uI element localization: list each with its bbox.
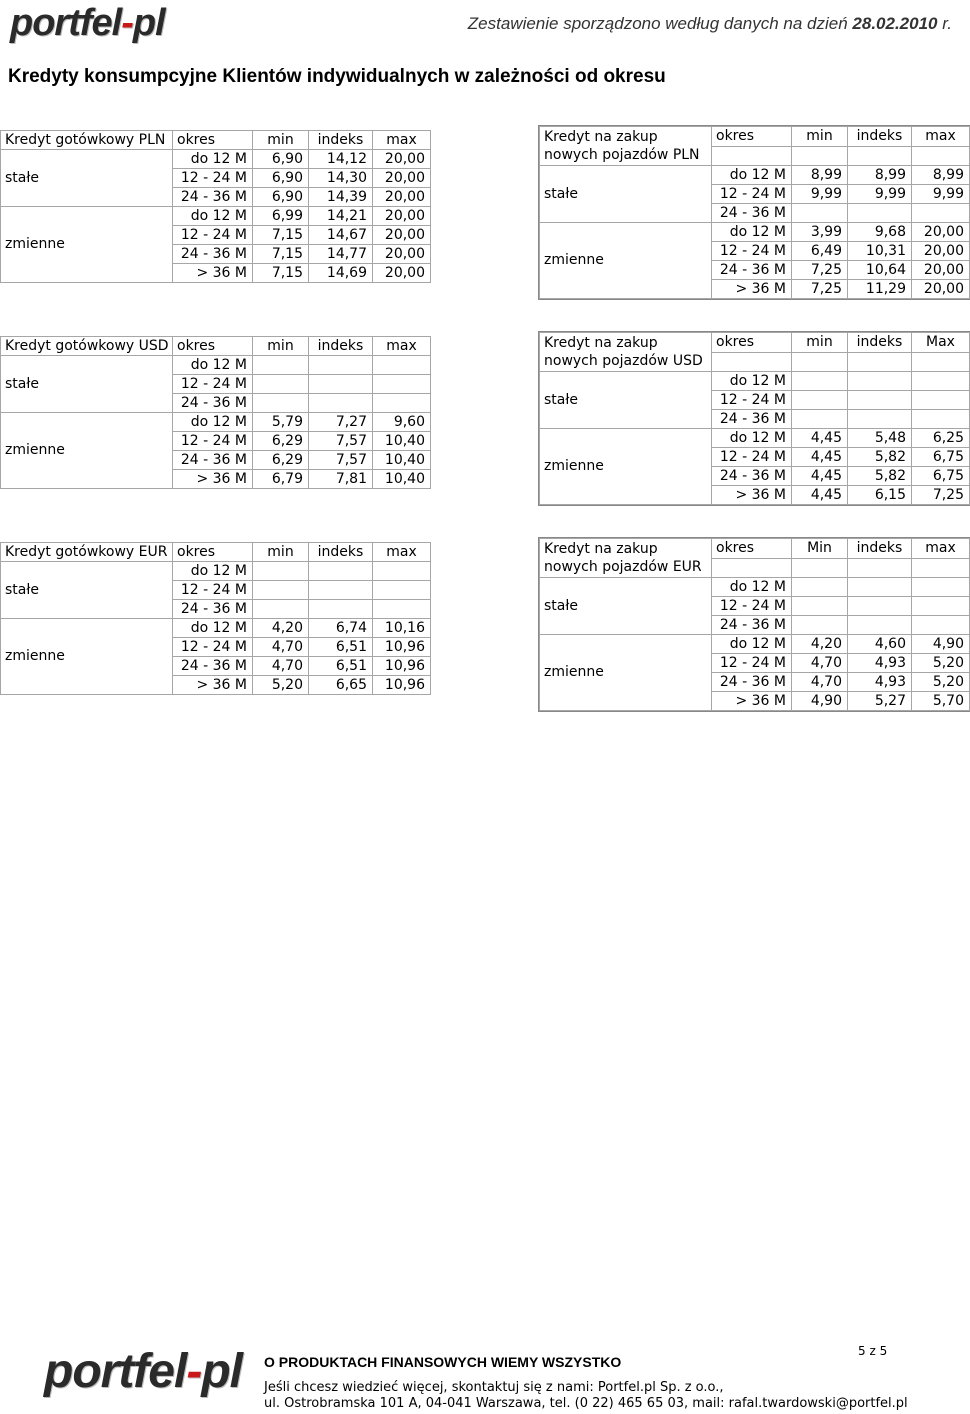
rate-cell: 20,00 <box>912 223 970 242</box>
column-header: max <box>373 131 431 150</box>
pln-cash-table <box>0 130 431 283</box>
rate-cell: 10,16 <box>373 619 431 638</box>
group-fixed-label: stałe <box>540 578 712 635</box>
period-cell: > 36 M <box>173 676 253 695</box>
table-row <box>540 223 970 242</box>
blank-cell <box>712 558 792 578</box>
rate-cell <box>253 562 309 581</box>
rate-cell: 6,90 <box>253 169 309 188</box>
period-cell: do 12 M <box>712 166 792 185</box>
blank-cell <box>712 352 792 372</box>
rate-cell <box>309 600 373 619</box>
group-variable-label: zmienne <box>1 207 173 283</box>
rate-cell: 20,00 <box>373 264 431 283</box>
rate-cell: 5,27 <box>848 692 912 711</box>
rate-cell <box>373 375 431 394</box>
table-title-line: nowych pojazdów USD <box>544 353 703 369</box>
rate-cell: 7,57 <box>309 451 373 470</box>
rate-cell <box>309 581 373 600</box>
rate-cell: 7,15 <box>253 226 309 245</box>
rate-cell: 6,49 <box>792 242 848 261</box>
rate-cell: 5,20 <box>253 676 309 695</box>
rate-cell: 9,99 <box>792 185 848 204</box>
blank-cell <box>848 352 912 372</box>
rate-cell <box>792 372 848 391</box>
period-cell: do 12 M <box>712 372 792 391</box>
period-cell: 12 - 24 M <box>712 654 792 673</box>
period-cell: 12 - 24 M <box>173 638 253 657</box>
period-cell: do 12 M <box>173 619 253 638</box>
period-cell: do 12 M <box>173 207 253 226</box>
period-cell: do 12 M <box>712 429 792 448</box>
rate-cell: 11,29 <box>848 280 912 299</box>
rate-cell <box>792 597 848 616</box>
rate-cell: 6,99 <box>253 207 309 226</box>
portfel-logo-footer: portfel-pl <box>44 1345 242 1398</box>
rate-cell: 4,45 <box>792 486 848 505</box>
table-row <box>540 635 970 654</box>
period-cell: 24 - 36 M <box>712 673 792 692</box>
rate-cell: 4,20 <box>792 635 848 654</box>
rate-cell: 20,00 <box>373 169 431 188</box>
column-header: Min <box>792 539 848 559</box>
table-row <box>540 429 970 448</box>
period-cell: > 36 M <box>173 264 253 283</box>
rate-cell: 20,00 <box>912 280 970 299</box>
table-row <box>1 150 431 169</box>
rate-cell: 4,70 <box>253 657 309 676</box>
period-cell: 12 - 24 M <box>173 169 253 188</box>
rate-cell <box>373 394 431 413</box>
rate-cell: 14,12 <box>309 150 373 169</box>
column-header: max <box>912 539 970 559</box>
blank-cell <box>848 146 912 166</box>
column-header: Max <box>912 333 970 353</box>
rate-cell: 4,60 <box>848 635 912 654</box>
rate-cell <box>253 394 309 413</box>
rate-cell: 5,48 <box>848 429 912 448</box>
usd-car-table <box>539 332 970 505</box>
group-variable-label: zmienne <box>1 413 173 489</box>
rate-cell: 20,00 <box>373 207 431 226</box>
column-header: okres <box>712 127 792 147</box>
column-header: indeks <box>309 543 373 562</box>
blank-cell <box>848 558 912 578</box>
period-cell: 24 - 36 M <box>173 657 253 676</box>
period-cell: 24 - 36 M <box>712 204 792 223</box>
period-cell: > 36 M <box>712 692 792 711</box>
rate-cell <box>848 616 912 635</box>
rate-cell: 3,99 <box>792 223 848 242</box>
blank-cell <box>792 558 848 578</box>
rate-cell: 6,75 <box>912 467 970 486</box>
rate-cell: 7,81 <box>309 470 373 489</box>
rate-cell: 14,21 <box>309 207 373 226</box>
rate-cell <box>309 394 373 413</box>
period-cell: 12 - 24 M <box>712 185 792 204</box>
eur-car-table <box>539 538 970 711</box>
table-row <box>540 166 970 185</box>
group-fixed-label: stałe <box>1 562 173 619</box>
rate-cell <box>912 204 970 223</box>
rate-cell: 4,90 <box>912 635 970 654</box>
period-cell: 12 - 24 M <box>712 448 792 467</box>
rate-cell <box>912 372 970 391</box>
period-cell: > 36 M <box>712 486 792 505</box>
period-cell: 24 - 36 M <box>173 394 253 413</box>
rate-cell: 7,15 <box>253 264 309 283</box>
period-cell: 12 - 24 M <box>173 226 253 245</box>
rate-cell: 8,99 <box>792 166 848 185</box>
rate-cell <box>792 391 848 410</box>
period-cell: 24 - 36 M <box>173 600 253 619</box>
rate-cell: 4,70 <box>792 654 848 673</box>
rate-cell: 4,70 <box>253 638 309 657</box>
period-cell: 12 - 24 M <box>712 391 792 410</box>
rate-cell <box>253 356 309 375</box>
period-cell: 24 - 36 M <box>712 261 792 280</box>
period-cell: 24 - 36 M <box>173 451 253 470</box>
rate-cell: 7,25 <box>792 280 848 299</box>
rate-cell <box>912 578 970 597</box>
column-header: indeks <box>309 131 373 150</box>
rate-cell: 20,00 <box>373 226 431 245</box>
period-cell: 12 - 24 M <box>712 242 792 261</box>
rate-cell: 14,77 <box>309 245 373 264</box>
table-row <box>540 578 970 597</box>
rate-cell: 14,69 <box>309 264 373 283</box>
rate-cell: 10,64 <box>848 261 912 280</box>
rate-cell: 10,96 <box>373 657 431 676</box>
group-variable-label: zmienne <box>540 429 712 505</box>
rate-cell: 5,70 <box>912 692 970 711</box>
rate-cell <box>848 391 912 410</box>
footer-address-line: ul. Ostrobramska 101 A, 04-041 Warszawa, tel. (0 22) 465 65 03, mail: rafal.twardowski@portfel.pl <box>264 1396 908 1411</box>
rate-cell: 4,45 <box>792 429 848 448</box>
column-header: okres <box>712 333 792 353</box>
rate-cell: 14,67 <box>309 226 373 245</box>
rate-cell: 5,20 <box>912 654 970 673</box>
column-header: indeks <box>309 337 373 356</box>
period-cell: do 12 M <box>173 356 253 375</box>
rate-cell: 6,75 <box>912 448 970 467</box>
group-variable-label: zmienne <box>1 619 173 695</box>
rate-cell <box>253 581 309 600</box>
footer-heading: O PRODUKTACH FINANSOWYCH WIEMY WSZYSTKO <box>264 1354 622 1370</box>
rate-cell <box>373 581 431 600</box>
table-title-line: Kredyt na zakup <box>544 129 658 145</box>
table-title: Kredyt gotówkowy PLN <box>1 131 173 150</box>
rate-cell: 6,15 <box>848 486 912 505</box>
report-date: 28.02.2010 <box>852 14 938 33</box>
rate-cell: 5,79 <box>253 413 309 432</box>
rate-cell: 10,40 <box>373 470 431 489</box>
blank-cell <box>792 146 848 166</box>
rate-cell: 4,45 <box>792 448 848 467</box>
table-title-line: nowych pojazdów PLN <box>544 147 700 163</box>
column-header: max <box>912 127 970 147</box>
column-header: min <box>253 337 309 356</box>
rate-cell <box>848 410 912 429</box>
rate-cell: 4,93 <box>848 673 912 692</box>
rate-cell: 6,79 <box>253 470 309 489</box>
table-row <box>1 356 431 375</box>
table-row <box>1 562 431 581</box>
rate-cell: 6,51 <box>309 657 373 676</box>
group-variable-label: zmienne <box>540 223 712 299</box>
period-cell: 24 - 36 M <box>173 188 253 207</box>
rate-cell: 6,51 <box>309 638 373 657</box>
page-number: 5 z 5 <box>858 1344 888 1358</box>
rate-cell: 20,00 <box>373 150 431 169</box>
table-row <box>1 413 431 432</box>
rate-cell: 6,25 <box>912 429 970 448</box>
rate-cell <box>253 375 309 394</box>
column-header: min <box>253 131 309 150</box>
blank-cell <box>912 146 970 166</box>
period-cell: do 12 M <box>173 150 253 169</box>
blank-cell <box>792 352 848 372</box>
rate-cell: 9,60 <box>373 413 431 432</box>
rate-cell: 10,96 <box>373 638 431 657</box>
rate-cell: 14,30 <box>309 169 373 188</box>
rate-cell: 4,93 <box>848 654 912 673</box>
rate-cell <box>309 375 373 394</box>
rate-cell: 10,96 <box>373 676 431 695</box>
rate-cell: 20,00 <box>373 188 431 207</box>
rate-cell: 4,70 <box>792 673 848 692</box>
column-header: okres <box>712 539 792 559</box>
group-fixed-label: stałe <box>540 372 712 429</box>
rate-cell: 5,20 <box>912 673 970 692</box>
rate-cell <box>309 356 373 375</box>
table-title: Kredyt gotówkowy EUR <box>1 543 173 562</box>
column-header: min <box>792 127 848 147</box>
rate-cell: 14,39 <box>309 188 373 207</box>
rate-cell <box>912 616 970 635</box>
period-cell: 12 - 24 M <box>712 597 792 616</box>
rate-cell <box>373 562 431 581</box>
period-cell: do 12 M <box>173 413 253 432</box>
rate-cell <box>792 616 848 635</box>
rate-cell: 6,65 <box>309 676 373 695</box>
page-title: Kredyty konsumpcyjne Klientów indywidualnych w zależności od okresu <box>8 66 666 87</box>
rate-cell: 5,82 <box>848 467 912 486</box>
rate-cell: 20,00 <box>912 261 970 280</box>
column-header: min <box>792 333 848 353</box>
rate-cell <box>848 597 912 616</box>
pln-car-table <box>539 126 970 299</box>
rate-cell: 6,90 <box>253 188 309 207</box>
column-header: max <box>373 337 431 356</box>
rate-cell <box>309 562 373 581</box>
column-header: indeks <box>848 539 912 559</box>
period-cell: do 12 M <box>712 635 792 654</box>
rate-cell: 7,25 <box>912 486 970 505</box>
rate-cell <box>792 204 848 223</box>
table-title <box>540 127 712 166</box>
rate-cell: 4,45 <box>792 467 848 486</box>
rate-cell: 20,00 <box>912 242 970 261</box>
table-title-line: nowych pojazdów EUR <box>544 559 702 575</box>
rate-cell <box>912 410 970 429</box>
rate-cell <box>373 356 431 375</box>
period-cell: 24 - 36 M <box>712 616 792 635</box>
table-title: Kredyt gotówkowy USD <box>1 337 173 356</box>
group-variable-label: zmienne <box>540 635 712 711</box>
rate-cell: 9,99 <box>848 185 912 204</box>
column-header: min <box>253 543 309 562</box>
rate-cell: 4,20 <box>253 619 309 638</box>
rate-cell: 9,68 <box>848 223 912 242</box>
rate-cell: 10,40 <box>373 432 431 451</box>
portfel-logo: portfel-pl <box>10 2 165 44</box>
rate-cell: 7,15 <box>253 245 309 264</box>
rate-cell: 7,27 <box>309 413 373 432</box>
period-cell: do 12 M <box>712 223 792 242</box>
rate-cell: 9,99 <box>912 185 970 204</box>
report-date-line: Zestawienie sporządzono według danych na dzień 28.02.2010 r. <box>467 14 952 33</box>
period-cell: > 36 M <box>173 470 253 489</box>
usd-cash-table <box>0 336 431 489</box>
table-title <box>540 539 712 578</box>
column-header: indeks <box>848 333 912 353</box>
period-cell: 12 - 24 M <box>173 581 253 600</box>
period-cell: 24 - 36 M <box>712 410 792 429</box>
rate-cell: 8,99 <box>912 166 970 185</box>
table-row <box>1 619 431 638</box>
column-header: okres <box>173 543 253 562</box>
rate-cell <box>373 600 431 619</box>
rate-cell <box>912 391 970 410</box>
period-cell: > 36 M <box>712 280 792 299</box>
rate-cell: 7,25 <box>792 261 848 280</box>
rate-cell <box>848 204 912 223</box>
rate-cell: 20,00 <box>373 245 431 264</box>
rate-cell: 6,29 <box>253 432 309 451</box>
rate-cell <box>792 578 848 597</box>
table-row <box>1 207 431 226</box>
rate-cell: 6,29 <box>253 451 309 470</box>
group-fixed-label: stałe <box>1 356 173 413</box>
rate-cell <box>848 578 912 597</box>
rate-cell <box>253 600 309 619</box>
rate-cell <box>792 410 848 429</box>
rate-cell: 8,99 <box>848 166 912 185</box>
rate-cell: 10,31 <box>848 242 912 261</box>
period-cell: 12 - 24 M <box>173 432 253 451</box>
blank-cell <box>912 558 970 578</box>
rate-cell: 6,74 <box>309 619 373 638</box>
eur-cash-table <box>0 542 431 695</box>
period-cell: do 12 M <box>173 562 253 581</box>
column-header: okres <box>173 131 253 150</box>
blank-cell <box>712 146 792 166</box>
rate-cell: 10,40 <box>373 451 431 470</box>
column-header: indeks <box>848 127 912 147</box>
period-cell: 12 - 24 M <box>173 375 253 394</box>
table-title-line: Kredyt na zakup <box>544 335 658 351</box>
period-cell: do 12 M <box>712 578 792 597</box>
column-header: max <box>373 543 431 562</box>
footer-contact-line: Jeśli chcesz wiedzieć więcej, skontaktuj się z nami: Portfel.pl Sp. z o.o., <box>264 1380 724 1395</box>
blank-cell <box>912 352 970 372</box>
rate-cell: 6,90 <box>253 150 309 169</box>
rate-cell: 5,82 <box>848 448 912 467</box>
table-title-line: Kredyt na zakup <box>544 541 658 557</box>
rate-cell <box>848 372 912 391</box>
group-fixed-label: stałe <box>540 166 712 223</box>
rate-cell <box>912 597 970 616</box>
rate-cell: 7,57 <box>309 432 373 451</box>
table-title <box>540 333 712 372</box>
period-cell: 24 - 36 M <box>173 245 253 264</box>
column-header: okres <box>173 337 253 356</box>
table-row <box>540 372 970 391</box>
period-cell: 24 - 36 M <box>712 467 792 486</box>
group-fixed-label: stałe <box>1 150 173 207</box>
rate-cell: 4,90 <box>792 692 848 711</box>
